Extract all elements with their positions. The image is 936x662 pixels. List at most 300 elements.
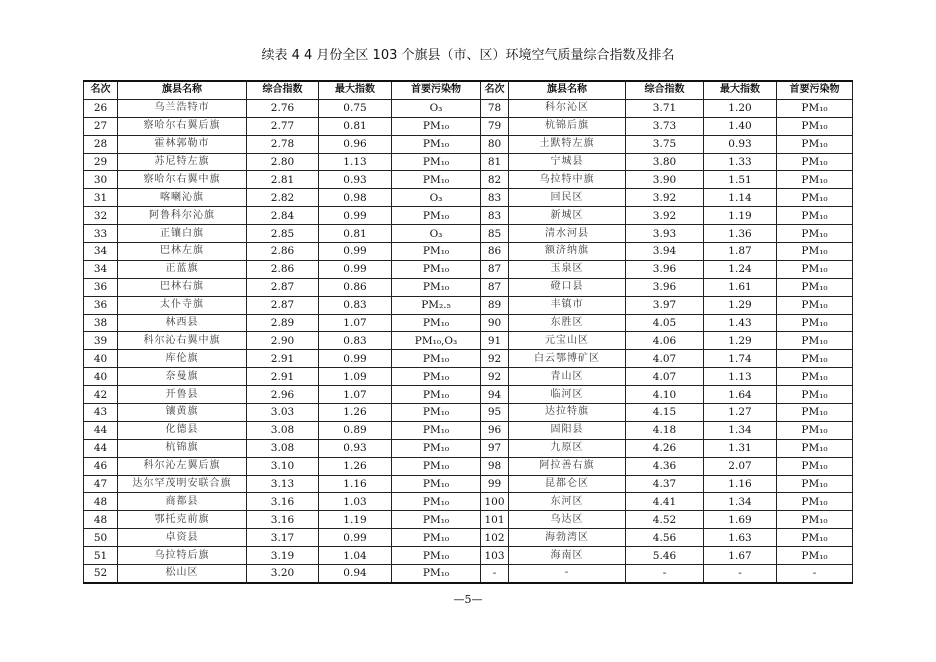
cell-rank: 92 — [481, 368, 509, 386]
cell-rank: 83 — [481, 189, 509, 207]
cell-composite-index: 4.06 — [626, 332, 704, 350]
cell-max-index: 0.99 — [319, 260, 392, 278]
cell-composite-index: 2.86 — [247, 260, 319, 278]
cell-composite-index: 2.80 — [247, 153, 319, 171]
table-row — [84, 135, 853, 153]
cell-primary-pollutant: PM₁₀ — [392, 493, 481, 511]
cell-composite-index: 2.90 — [247, 332, 319, 350]
cell-county-name: 新城区 — [509, 207, 626, 225]
cell-max-index: 0.93 — [704, 135, 777, 153]
cell-composite-index: 3.96 — [626, 260, 704, 278]
cell-county-name: 海勃湾区 — [509, 529, 626, 547]
cell-primary-pollutant: PM₁₀ — [777, 368, 853, 386]
cell-primary-pollutant: PM₁₀ — [392, 135, 481, 153]
cell-county-name: 太仆寺旗 — [118, 296, 247, 314]
cell-rank: 34 — [84, 243, 118, 261]
cell-composite-index: 2.76 — [247, 99, 319, 117]
cell-max-index: 0.89 — [319, 421, 392, 439]
cell-county-name: 回民区 — [509, 189, 626, 207]
cell-county-name: 九原区 — [509, 439, 626, 457]
cell-composite-index: 2.87 — [247, 278, 319, 296]
cell-rank: 34 — [84, 260, 118, 278]
cell-rank: 46 — [84, 457, 118, 475]
cell-county-name: 正镶白旗 — [118, 225, 247, 243]
cell-primary-pollutant: PM₁₀ — [777, 153, 853, 171]
cell-rank: 87 — [481, 278, 509, 296]
cell-primary-pollutant: PM₁₀ — [392, 457, 481, 475]
cell-county-name: 商都县 — [118, 493, 247, 511]
cell-composite-index: 2.96 — [247, 386, 319, 404]
cell-rank: 100 — [481, 493, 509, 511]
cell-county-name: 达尔罕茂明安联合旗 — [118, 475, 247, 493]
table-row — [84, 153, 853, 171]
cell-composite-index: 3.96 — [626, 278, 704, 296]
cell-primary-pollutant: PM₁₀ — [777, 493, 853, 511]
cell-composite-index: 3.94 — [626, 243, 704, 261]
cell-primary-pollutant: PM₁₀ — [777, 511, 853, 529]
cell-max-index: 1.34 — [704, 493, 777, 511]
table-row — [84, 493, 853, 511]
cell-county-name: 鄂托克前旗 — [118, 511, 247, 529]
cell-composite-index: 4.18 — [626, 421, 704, 439]
cell-composite-index: 3.10 — [247, 457, 319, 475]
cell-composite-index: 2.82 — [247, 189, 319, 207]
cell-max-index: 0.98 — [319, 189, 392, 207]
cell-max-index: 0.81 — [319, 117, 392, 135]
cell-rank: 38 — [84, 314, 118, 332]
cell-composite-index: 2.77 — [247, 117, 319, 135]
cell-composite-index: 3.13 — [247, 475, 319, 493]
header-max-index: 最大指数 — [319, 81, 392, 99]
cell-primary-pollutant: PM₁₀ — [392, 439, 481, 457]
cell-composite-index: 4.10 — [626, 386, 704, 404]
cell-primary-pollutant: PM₁₀ — [777, 386, 853, 404]
cell-primary-pollutant: PM₁₀ — [392, 421, 481, 439]
air-quality-ranking-table — [83, 80, 853, 584]
table-row — [84, 475, 853, 493]
cell-primary-pollutant: PM₁₀ — [777, 225, 853, 243]
cell-primary-pollutant: PM₁₀ — [777, 135, 853, 153]
cell-primary-pollutant: PM₁₀ — [777, 457, 853, 475]
cell-county-name: 科尔沁左翼后旗 — [118, 457, 247, 475]
cell-max-index: 0.83 — [319, 332, 392, 350]
cell-primary-pollutant: PM₁₀ — [777, 117, 853, 135]
cell-max-index: 1.34 — [704, 421, 777, 439]
cell-composite-index: 3.17 — [247, 529, 319, 547]
cell-max-index: 1.16 — [319, 475, 392, 493]
cell-composite-index: 3.19 — [247, 547, 319, 565]
cell-max-index: 1.24 — [704, 260, 777, 278]
cell-rank: 52 — [84, 565, 118, 583]
table-row — [84, 457, 853, 475]
cell-county-name: 卓资县 — [118, 529, 247, 547]
cell-rank: - — [481, 565, 509, 583]
cell-composite-index: 4.15 — [626, 404, 704, 422]
cell-county-name: 奈曼旗 — [118, 368, 247, 386]
cell-rank: 44 — [84, 421, 118, 439]
cell-county-name: 乌拉特后旗 — [118, 547, 247, 565]
cell-composite-index: 3.90 — [626, 171, 704, 189]
cell-max-index: 1.19 — [319, 511, 392, 529]
cell-rank: 95 — [481, 404, 509, 422]
cell-max-index: 1.13 — [704, 368, 777, 386]
cell-primary-pollutant: PM₁₀ — [392, 475, 481, 493]
cell-max-index: 1.87 — [704, 243, 777, 261]
cell-county-name: 化德县 — [118, 421, 247, 439]
cell-composite-index: 2.81 — [247, 171, 319, 189]
cell-rank: 48 — [84, 511, 118, 529]
header-primary-pollutant: 首要污染物 — [777, 81, 853, 99]
cell-primary-pollutant: PM₁₀ — [392, 153, 481, 171]
cell-max-index: 0.99 — [319, 350, 392, 368]
table-row — [84, 243, 853, 261]
cell-composite-index: 4.07 — [626, 368, 704, 386]
cell-primary-pollutant: PM₁₀ — [777, 332, 853, 350]
cell-rank: 39 — [84, 332, 118, 350]
cell-rank: 97 — [481, 439, 509, 457]
cell-composite-index: 3.93 — [626, 225, 704, 243]
cell-county-name: 开鲁县 — [118, 386, 247, 404]
cell-primary-pollutant: PM₁₀ — [392, 243, 481, 261]
cell-primary-pollutant: PM₁₀ — [392, 117, 481, 135]
cell-county-name: 科尔沁右翼中旗 — [118, 332, 247, 350]
table-row — [84, 260, 853, 278]
cell-primary-pollutant: PM₁₀ — [777, 421, 853, 439]
cell-county-name: 固阳县 — [509, 421, 626, 439]
cell-rank: 28 — [84, 135, 118, 153]
table-row — [84, 421, 853, 439]
table-row — [84, 386, 853, 404]
cell-composite-index: 2.78 — [247, 135, 319, 153]
cell-primary-pollutant: PM₁₀ — [777, 404, 853, 422]
cell-primary-pollutant: PM₁₀ — [777, 189, 853, 207]
cell-rank: 29 — [84, 153, 118, 171]
cell-primary-pollutant: O₃ — [392, 225, 481, 243]
cell-composite-index: 3.97 — [626, 296, 704, 314]
cell-composite-index: 4.56 — [626, 529, 704, 547]
cell-rank: 42 — [84, 386, 118, 404]
cell-primary-pollutant: PM₁₀ — [777, 350, 853, 368]
cell-primary-pollutant: PM₁₀ — [777, 439, 853, 457]
cell-composite-index: 3.03 — [247, 404, 319, 422]
cell-primary-pollutant: PM₁₀ — [392, 171, 481, 189]
cell-county-name: 元宝山区 — [509, 332, 626, 350]
cell-composite-index: 2.89 — [247, 314, 319, 332]
cell-primary-pollutant: PM₁₀ — [392, 368, 481, 386]
cell-rank: 101 — [481, 511, 509, 529]
cell-primary-pollutant: PM₁₀ — [392, 404, 481, 422]
header-max-index: 最大指数 — [704, 81, 777, 99]
cell-county-name: 青山区 — [509, 368, 626, 386]
cell-county-name: 巴林左旗 — [118, 243, 247, 261]
cell-primary-pollutant: PM₁₀ — [777, 547, 853, 565]
cell-primary-pollutant: PM₁₀ — [777, 278, 853, 296]
cell-max-index: - — [704, 565, 777, 583]
cell-rank: 40 — [84, 368, 118, 386]
cell-max-index: 0.81 — [319, 225, 392, 243]
cell-rank: 47 — [84, 475, 118, 493]
cell-county-name: 察哈尔右翼中旗 — [118, 171, 247, 189]
cell-max-index: 1.04 — [319, 547, 392, 565]
cell-county-name: 丰镇市 — [509, 296, 626, 314]
cell-rank: 30 — [84, 171, 118, 189]
table-row — [84, 207, 853, 225]
table-row — [84, 547, 853, 565]
cell-composite-index: 3.08 — [247, 421, 319, 439]
cell-composite-index: 3.20 — [247, 565, 319, 583]
cell-composite-index: 4.37 — [626, 475, 704, 493]
cell-rank: 98 — [481, 457, 509, 475]
cell-composite-index: 2.86 — [247, 243, 319, 261]
cell-primary-pollutant: - — [777, 565, 853, 583]
table-row — [84, 529, 853, 547]
cell-max-index: 1.07 — [319, 314, 392, 332]
table-title: 续表 4 4 月份全区 103 个旗县（市、区）环境空气质量综合指数及排名 — [261, 48, 675, 63]
cell-max-index: 1.13 — [319, 153, 392, 171]
cell-max-index: 1.69 — [704, 511, 777, 529]
table-row — [84, 99, 853, 117]
cell-max-index: 0.99 — [319, 529, 392, 547]
cell-county-name: 额济纳旗 — [509, 243, 626, 261]
cell-max-index: 1.29 — [704, 296, 777, 314]
cell-county-name: 镶黄旗 — [118, 404, 247, 422]
cell-county-name: 察哈尔右翼后旗 — [118, 117, 247, 135]
cell-max-index: 2.07 — [704, 457, 777, 475]
cell-max-index: 1.43 — [704, 314, 777, 332]
cell-composite-index: 3.73 — [626, 117, 704, 135]
cell-primary-pollutant: PM₁₀ — [392, 529, 481, 547]
cell-primary-pollutant: O₃ — [392, 189, 481, 207]
cell-rank: 92 — [481, 350, 509, 368]
page-number: —5— — [453, 593, 483, 606]
header-primary-pollutant: 首要污染物 — [392, 81, 481, 99]
cell-composite-index: 4.07 — [626, 350, 704, 368]
cell-max-index: 1.07 — [319, 386, 392, 404]
cell-primary-pollutant: PM₁₀ — [777, 171, 853, 189]
cell-composite-index: 2.84 — [247, 207, 319, 225]
cell-primary-pollutant: PM₁₀ — [777, 475, 853, 493]
cell-rank: 96 — [481, 421, 509, 439]
cell-max-index: 1.63 — [704, 529, 777, 547]
cell-county-name: 临河区 — [509, 386, 626, 404]
cell-max-index: 0.83 — [319, 296, 392, 314]
cell-county-name: 乌兰浩特市 — [118, 99, 247, 117]
cell-composite-index: 4.52 — [626, 511, 704, 529]
cell-county-name: 苏尼特左旗 — [118, 153, 247, 171]
cell-rank: 26 — [84, 99, 118, 117]
cell-primary-pollutant: PM₁₀ — [392, 565, 481, 583]
cell-county-name: 东胜区 — [509, 314, 626, 332]
table-row — [84, 225, 853, 243]
cell-county-name: 阿拉善右旗 — [509, 457, 626, 475]
cell-rank: 86 — [481, 243, 509, 261]
table-row — [84, 565, 853, 583]
cell-rank: 31 — [84, 189, 118, 207]
cell-composite-index: 3.71 — [626, 99, 704, 117]
table-row — [84, 368, 853, 386]
cell-max-index: 1.16 — [704, 475, 777, 493]
cell-composite-index: 3.92 — [626, 189, 704, 207]
cell-rank: 89 — [481, 296, 509, 314]
cell-rank: 36 — [84, 296, 118, 314]
table-row — [84, 171, 853, 189]
cell-primary-pollutant: PM₁₀ — [392, 278, 481, 296]
cell-composite-index: 3.80 — [626, 153, 704, 171]
cell-primary-pollutant: PM₁₀ — [392, 547, 481, 565]
cell-composite-index: 2.91 — [247, 350, 319, 368]
cell-max-index: 1.51 — [704, 171, 777, 189]
cell-max-index: 1.26 — [319, 404, 392, 422]
table-row — [84, 350, 853, 368]
cell-rank: 78 — [481, 99, 509, 117]
cell-composite-index: 3.16 — [247, 493, 319, 511]
cell-rank: 43 — [84, 404, 118, 422]
cell-max-index: 1.36 — [704, 225, 777, 243]
cell-max-index: 0.99 — [319, 243, 392, 261]
cell-county-name: 霍林郭勒市 — [118, 135, 247, 153]
cell-composite-index: 4.26 — [626, 439, 704, 457]
cell-max-index: 0.75 — [319, 99, 392, 117]
cell-county-name: 乌拉特中旗 — [509, 171, 626, 189]
cell-composite-index: - — [626, 565, 704, 583]
cell-max-index: 1.29 — [704, 332, 777, 350]
cell-rank: 48 — [84, 493, 118, 511]
cell-max-index: 1.33 — [704, 153, 777, 171]
table-row — [84, 439, 853, 457]
cell-county-name: 玉泉区 — [509, 260, 626, 278]
cell-rank: 94 — [481, 386, 509, 404]
cell-composite-index: 4.41 — [626, 493, 704, 511]
cell-composite-index: 3.75 — [626, 135, 704, 153]
header-county-name: 旗县名称 — [509, 81, 626, 99]
cell-county-name: 喀喇沁旗 — [118, 189, 247, 207]
cell-primary-pollutant: PM₁₀ — [777, 314, 853, 332]
cell-county-name: 松山区 — [118, 565, 247, 583]
cell-rank: 33 — [84, 225, 118, 243]
cell-max-index: 1.03 — [319, 493, 392, 511]
cell-primary-pollutant: PM₁₀ — [392, 260, 481, 278]
cell-composite-index: 3.92 — [626, 207, 704, 225]
cell-county-name: 清水河县 — [509, 225, 626, 243]
cell-county-name: 林西县 — [118, 314, 247, 332]
cell-rank: 85 — [481, 225, 509, 243]
cell-primary-pollutant: PM₁₀ — [392, 314, 481, 332]
header-rank: 名次 — [84, 81, 118, 99]
table-row — [84, 278, 853, 296]
cell-max-index: 0.99 — [319, 207, 392, 225]
cell-county-name: 乌达区 — [509, 511, 626, 529]
cell-county-name: 磴口县 — [509, 278, 626, 296]
cell-county-name: 杭锦后旗 — [509, 117, 626, 135]
cell-max-index: 0.93 — [319, 439, 392, 457]
cell-max-index: 1.27 — [704, 404, 777, 422]
cell-primary-pollutant: PM₁₀ — [777, 529, 853, 547]
cell-max-index: 1.31 — [704, 439, 777, 457]
cell-composite-index: 2.85 — [247, 225, 319, 243]
cell-max-index: 1.40 — [704, 117, 777, 135]
cell-max-index: 1.19 — [704, 207, 777, 225]
cell-rank: 82 — [481, 171, 509, 189]
cell-rank: 32 — [84, 207, 118, 225]
cell-composite-index: 5.46 — [626, 547, 704, 565]
header-county-name: 旗县名称 — [118, 81, 247, 99]
cell-rank: 87 — [481, 260, 509, 278]
cell-primary-pollutant: PM₂.₅ — [392, 296, 481, 314]
cell-primary-pollutant: PM₁₀ — [392, 207, 481, 225]
header-composite-index: 综合指数 — [247, 81, 319, 99]
cell-rank: 81 — [481, 153, 509, 171]
cell-county-name: 宁城县 — [509, 153, 626, 171]
cell-primary-pollutant: PM₁₀ — [777, 207, 853, 225]
cell-max-index: 0.94 — [319, 565, 392, 583]
cell-rank: 83 — [481, 207, 509, 225]
cell-county-name: 杭锦旗 — [118, 439, 247, 457]
table-row — [84, 511, 853, 529]
cell-max-index: 1.20 — [704, 99, 777, 117]
cell-rank: 27 — [84, 117, 118, 135]
cell-county-name: 巴林右旗 — [118, 278, 247, 296]
cell-max-index: 1.64 — [704, 386, 777, 404]
cell-rank: 102 — [481, 529, 509, 547]
table-row — [84, 189, 853, 207]
cell-county-name: 白云鄂博矿区 — [509, 350, 626, 368]
cell-county-name: 库伦旗 — [118, 350, 247, 368]
cell-primary-pollutant: PM₁₀ — [392, 350, 481, 368]
cell-composite-index: 3.08 — [247, 439, 319, 457]
cell-max-index: 1.09 — [319, 368, 392, 386]
cell-rank: 90 — [481, 314, 509, 332]
table-row — [84, 296, 853, 314]
cell-max-index: 0.96 — [319, 135, 392, 153]
cell-composite-index: 4.36 — [626, 457, 704, 475]
cell-rank: 91 — [481, 332, 509, 350]
cell-max-index: 0.86 — [319, 278, 392, 296]
cell-max-index: 1.67 — [704, 547, 777, 565]
cell-rank: 51 — [84, 547, 118, 565]
header-rank: 名次 — [481, 81, 509, 99]
cell-primary-pollutant: PM₁₀ — [777, 243, 853, 261]
cell-rank: 50 — [84, 529, 118, 547]
table-row — [84, 314, 853, 332]
cell-rank: 40 — [84, 350, 118, 368]
header-composite-index: 综合指数 — [626, 81, 704, 99]
cell-rank: 79 — [481, 117, 509, 135]
cell-max-index: 1.74 — [704, 350, 777, 368]
cell-max-index: 1.26 — [319, 457, 392, 475]
cell-county-name: 科尔沁区 — [509, 99, 626, 117]
cell-primary-pollutant: PM₁₀,O₃ — [392, 332, 481, 350]
cell-max-index: 1.14 — [704, 189, 777, 207]
cell-composite-index: 3.16 — [247, 511, 319, 529]
cell-rank: 36 — [84, 278, 118, 296]
cell-composite-index: 4.05 — [626, 314, 704, 332]
cell-rank: 44 — [84, 439, 118, 457]
cell-rank: 99 — [481, 475, 509, 493]
cell-primary-pollutant: PM₁₀ — [392, 386, 481, 404]
table-header-row — [84, 81, 853, 99]
cell-county-name: 正蓝旗 — [118, 260, 247, 278]
cell-county-name: 阿鲁科尔沁旗 — [118, 207, 247, 225]
cell-primary-pollutant: PM₁₀ — [777, 260, 853, 278]
cell-rank: 80 — [481, 135, 509, 153]
cell-primary-pollutant: O₃ — [392, 99, 481, 117]
table-row — [84, 117, 853, 135]
cell-primary-pollutant: PM₁₀ — [777, 99, 853, 117]
cell-county-name: 土默特左旗 — [509, 135, 626, 153]
table-row — [84, 332, 853, 350]
cell-primary-pollutant: PM₁₀ — [777, 296, 853, 314]
cell-max-index: 1.61 — [704, 278, 777, 296]
